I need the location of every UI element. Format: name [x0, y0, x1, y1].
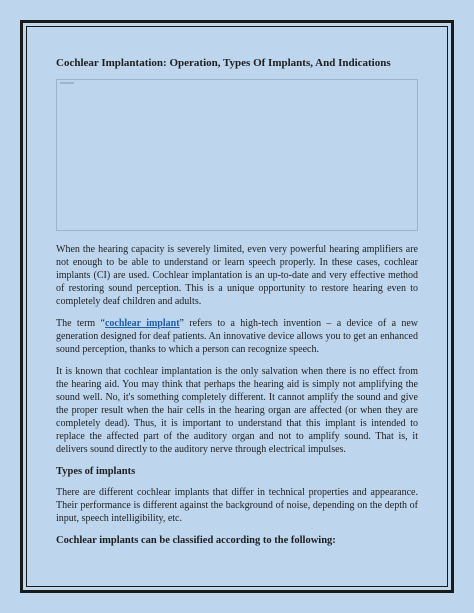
paragraph-definition-rest: ” refers to a high-tech invention – a device of a new generation designed for deaf patients. An innovative device allows you to get an enhanced sound perception, thanks to which a person can recognize speech. [56, 318, 418, 355]
cochlear-implant-link[interactable]: cochlear implant [104, 318, 180, 329]
paragraph-definition-lead: The term “ [56, 318, 105, 329]
document-title: Cochlear Implantation: Operation, Types Of Implants, And Indications [56, 57, 391, 69]
heading-types-of-implants: Types of implants [56, 466, 136, 477]
image-placeholder-mark [60, 82, 74, 84]
paragraph-salvation: It is known that cochlear implantation is the only salvation when there is no effect from the hearing aid. You may think that perhaps the hearing aid is simply not amplifying the sound well. No, it's something completely different. It cannot amplify the sound and give the proper result when the hair cells in the hearing organ are affected (or when they are completely dead). Thus, it is important to understand that this implant is intended to replace the affected part of the auditory organ and not to amplify sound. That is, it delivers sound directly to the auditory nerve through electrical impulses. [56, 366, 418, 455]
paragraph-types: There are different cochlear implants that differ in technical properties and appearance. Their performance is different against the background of noise, depending on the depth of input, speech intelligibility, etc. [56, 487, 418, 524]
heading-classification: Cochlear implants can be classified according to the following: [56, 535, 336, 546]
paragraph-intro: When the hearing capacity is severely limited, even very powerful hearing amplifiers are not enough to be able to understand or learn speech properly. In these cases, cochlear implants (CI) are used. Cochlear implantation is an up-to-date and very effective method of restoring sound perception. This is a unique opportunity to restore hearing even to completely deaf children and adults. [56, 244, 418, 307]
document-content [56, 56, 418, 555]
image-placeholder [56, 79, 418, 231]
paragraph-definition [56, 317, 418, 356]
